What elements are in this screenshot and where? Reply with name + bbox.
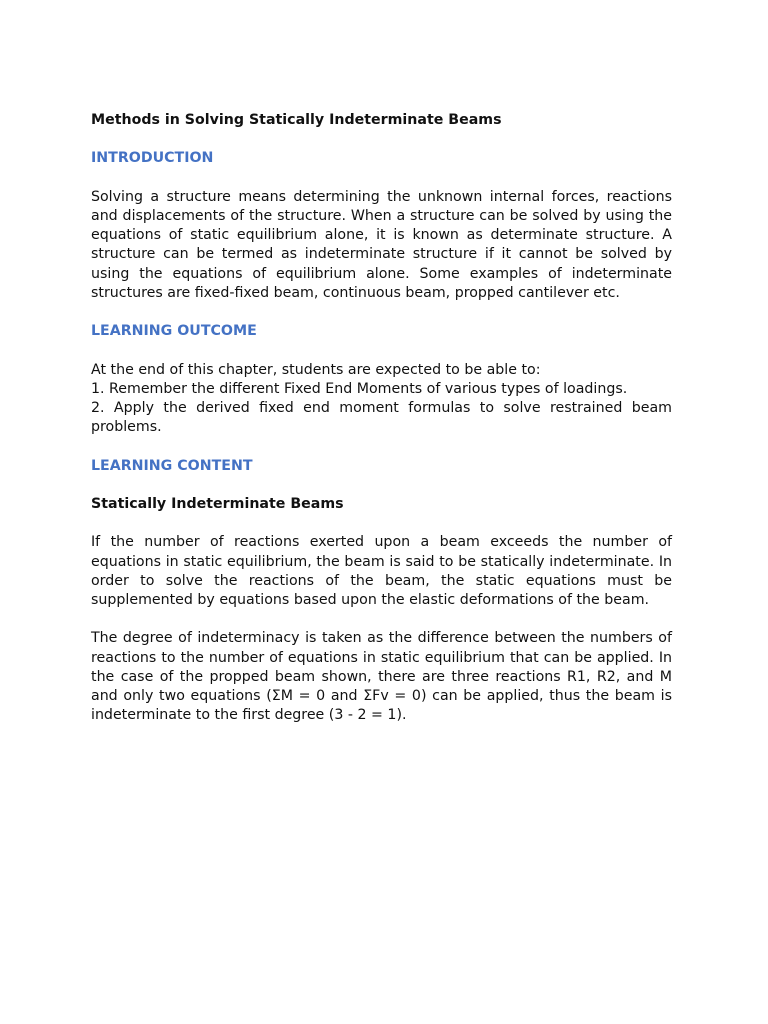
- learning-content-paragraph: If the number of reactions exerted upon a beam exceeds the number of equations in static equilibrium, the beam is said to be statically indeterminate. In order to solve the reactions of the beam, the static equations must be supplemented by equations based upon the elastic deformations of the beam.: [91, 534, 672, 608]
- introduction-paragraph: Solving a structure means determining the unknown internal forces, reactions and displacements of the structure. When a structure can be solved by using the equations of static equilibrium alone, it is known as determinate structure. A structure can be termed as indeterminate structure if it cannot be solved by using the equations of equilibrium alone. Some examples of indeterminate structures are fixed-fixed beam, continuous beam, propped cantilever etc.: [91, 188, 672, 301]
- learning-content-paragraph: The degree of indeterminacy is taken as the difference between the numbers of reactions to the number of equations in static equilibrium that can be applied. In the case of the propped beam shown, there are three reactions R1, R2, and M and only two equations (ΣM = 0 and ΣFv = 0) can be applied, thus the beam is indeterminate to the first degree (3 - 2 = 1).: [91, 630, 672, 724]
- learning-content-subheading: Statically Indeterminate Beams: [91, 495, 344, 512]
- introduction-heading: INTRODUCTION: [91, 150, 214, 167]
- learning-outcome-item: 1. Remember the different Fixed End Moments of various types of loadings.: [91, 380, 628, 397]
- learning-outcome-list: [91, 361, 672, 438]
- document-title: Methods in Solving Statically Indeterminate Beams: [91, 112, 502, 128]
- learning-outcome-lead: At the end of this chapter, students are expected to be able to:: [91, 361, 541, 378]
- document-page: [91, 111, 672, 745]
- learning-outcome-item: 2. Apply the derived fixed end moment formulas to solve restrained beam problems.: [91, 399, 672, 436]
- learning-outcome-heading: LEARNING OUTCOME: [91, 323, 257, 340]
- learning-content-heading: LEARNING CONTENT: [91, 457, 253, 474]
